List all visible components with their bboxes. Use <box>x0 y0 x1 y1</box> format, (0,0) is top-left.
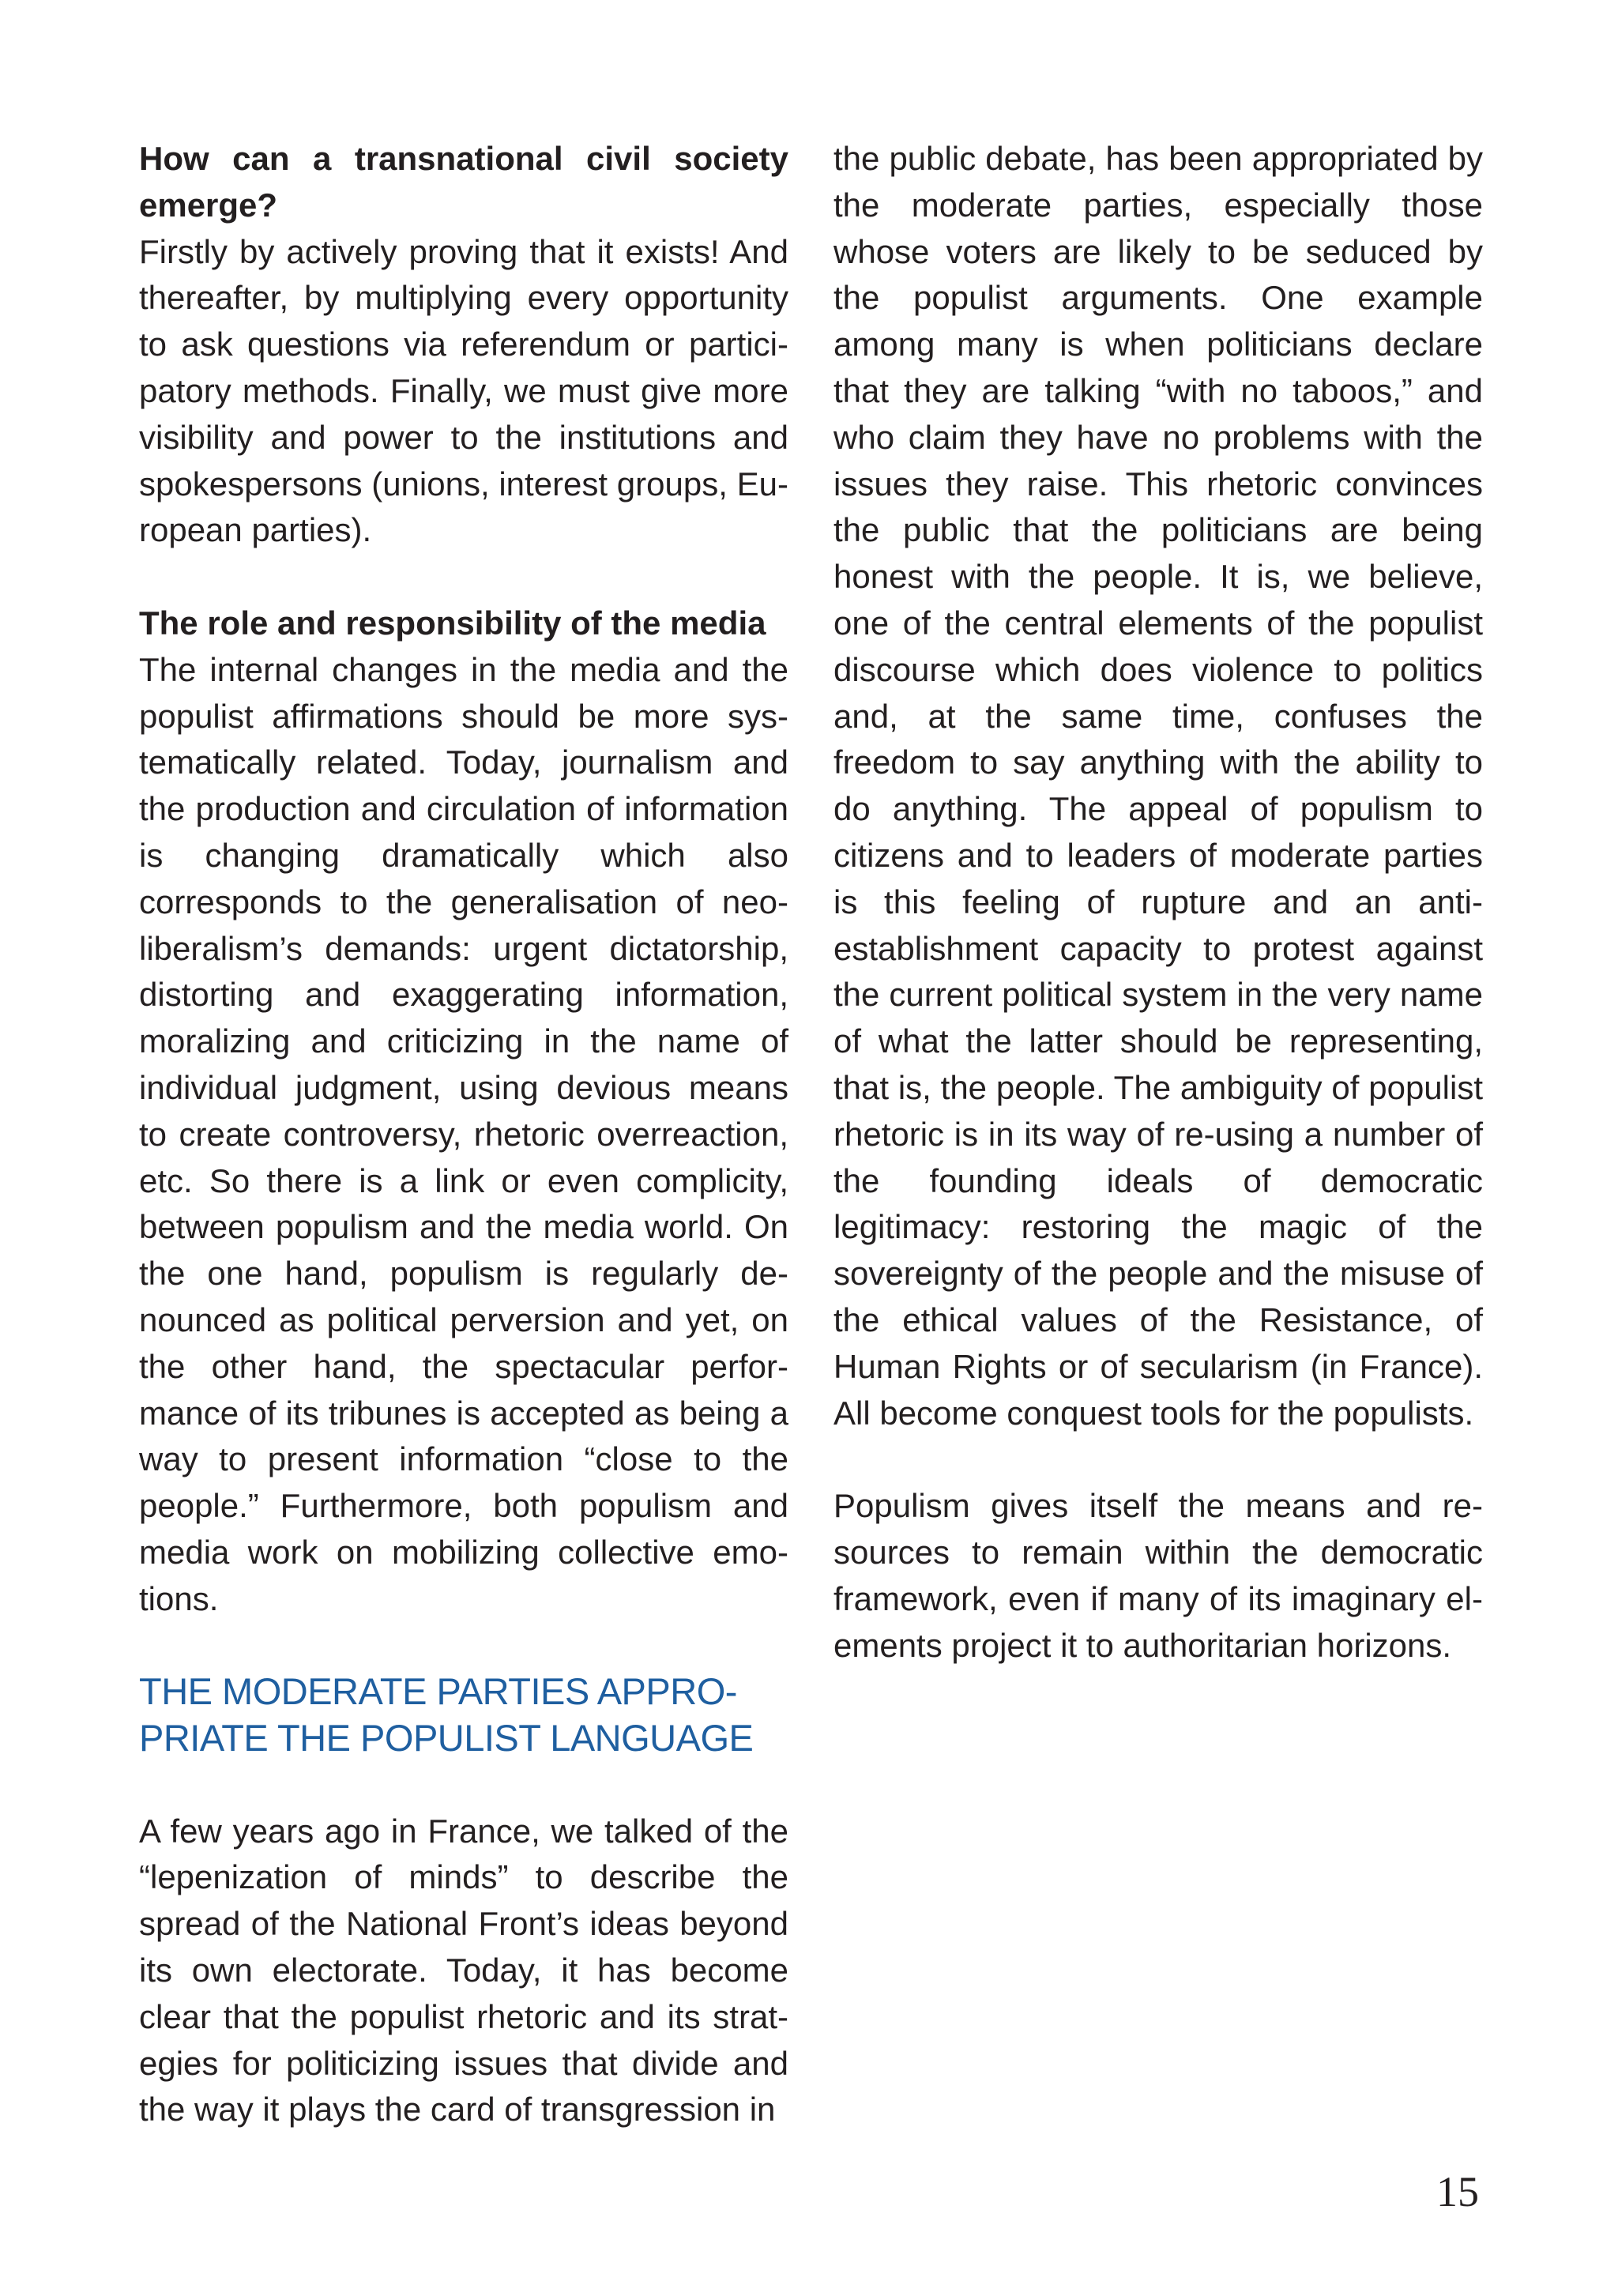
paragraph-media: The internal changes in the media and the populist affirmations should be more systematically related. Today, journalism and the production and circulation of information is changing dramatically which also corresponds to the generalisation of neoliberalism’s demands: urgent dictatorship, distorting and exaggerating information, moralizing and criticizing in the name of individual judgment, using devious means to create controversy, rhetoric overreaction, etc. So there is a link or even complicity, between populism and the media world. On the one hand, populism is regularly denounced as political perversion and yet, on the other hand, the spectacular performance of its tribunes is accepted as being a way to present information “close to the people.” Furthermore, both populism and media work on mobilizing collective emotions. <box>139 650 788 1617</box>
section-heading-line-2: PRIATE THE POPULIST LANGUAGE <box>139 1717 754 1760</box>
paragraph-continuation: the public debate, has been appropriated by the moderate parties, especially those whose voters are likely to be seduced by the populist arguments. One example among many is when politicians declare that they are talking “with no taboos,” and who claim they have no problems with the issues they raise. This rhetoric convinces the public that the politicians are being honest with the people. It is, we believe, one of the central elements of the populist discourse which does violence to politics and, at the same time, confuses the freedom to say anything with the ability to do anything. The appeal of populism to citizens and to leaders of moderate parties is this feeling of rupture and an anti-establishment capacity to protest against the current political system in the very name of what the latter should be representing, that is, the people. The ambiguity of populist rhetoric is in its way of re-using a number of the founding ideals of democratic legitimacy: restoring the magic of the sovereignty of the people and the misuse of the ethical values of the Resistance, of Human Rights or of secularism (in France). All become conquest tools for the populists. <box>833 140 1483 1432</box>
subheading-media: The role and responsibility of the media <box>139 604 766 642</box>
paragraph-closing: Populism gives itself the means and resources to remain within the democratic framework, even if many of its imaginary elements project it to authoritarian horizons. <box>833 1487 1483 1664</box>
page-number: 15 <box>1436 2168 1479 2215</box>
subheading-civil-society: How can a transnational civil society emerge? <box>139 140 788 224</box>
paragraph-spacer <box>139 554 788 600</box>
paragraph-spacer <box>833 1436 1483 1483</box>
left-column <box>139 136 788 2133</box>
paragraph-civil-society: Firstly by actively proving that it exists! And thereafter, by multiplying every opportunity to ask questions via referendum or participatory methods. Finally, we must give more visibility and power to the institutions and spokespersons (unions, interest groups, European parties). <box>139 232 788 549</box>
paragraph-moderate-parties: A few years ago in France, we talked of the “lepenization of minds” to describe the spread of the National Front’s ideas beyond its own electorate. Today, it has become clear that the populist rhetoric and its strategies for politicizing issues that divide and the way it plays the card of transgression in <box>139 1812 788 2129</box>
paragraph-spacer <box>139 1623 788 1669</box>
section-heading-line-1: THE MODERATE PARTIES APPRO- <box>139 1670 737 1713</box>
right-column <box>833 136 1483 1669</box>
paragraph-spacer <box>139 1762 788 1809</box>
section-heading <box>139 1669 788 1762</box>
